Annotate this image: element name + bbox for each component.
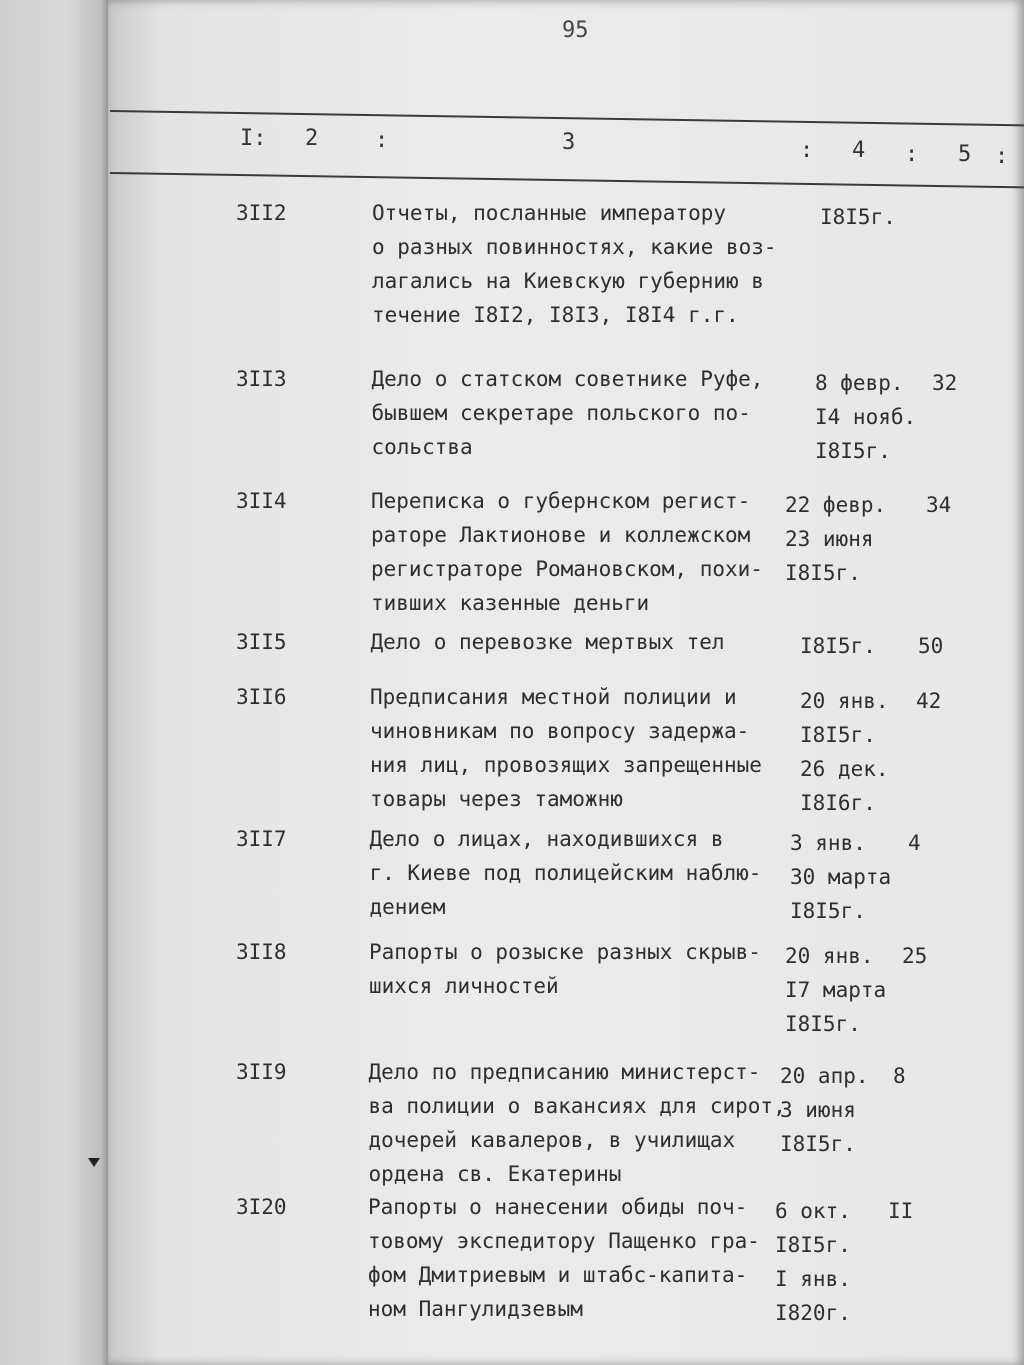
entry-dates: I8I5г. <box>800 634 876 658</box>
entry-number: 3II7 <box>236 827 287 851</box>
entry-sheet-count: II <box>888 1199 914 1223</box>
entry-sheet-count: 25 <box>902 944 928 968</box>
entry-dates: 22 февр. 23 июня I8I5г. <box>785 493 887 585</box>
page-number: 95 <box>562 18 589 43</box>
header-separator: : <box>375 128 389 153</box>
entry-description: Рапорты о розыске разных скрыв- шихся личностей <box>369 940 761 998</box>
entry-dates: 3 янв. 30 марта I8I5г. <box>790 831 892 923</box>
header-col-2: 2 <box>305 126 319 151</box>
entry-number: 3II8 <box>236 940 287 964</box>
header-col-1: I: <box>240 126 267 151</box>
entry-sheet-count: 42 <box>916 689 942 713</box>
entry-sheet-count: 50 <box>918 634 944 658</box>
entry-description: Дело о лицах, находившихся в г. Киеве под полицейским наблю- дением <box>369 827 762 919</box>
entry-number: 3II9 <box>236 1060 287 1084</box>
entry-number: 3I20 <box>236 1195 287 1219</box>
header-separator: : <box>800 138 814 163</box>
header-col-5: 5 <box>958 142 972 167</box>
entry-number: 3II6 <box>236 685 287 709</box>
entry-dates: 8 февр. I4 нояб. I8I5г. <box>815 371 917 463</box>
entry-number: 3II3 <box>236 367 287 391</box>
entry-dates: 6 окт. I8I5г. I янв. I820г. <box>775 1199 851 1325</box>
entry-description: Рапорты о нанесении обиды поч- товому экспедитору Пащенко гра- фом Дмитриевым и штабс-капита- ном Пангулидзевым <box>368 1195 760 1321</box>
entry-number: 3II2 <box>236 201 287 225</box>
entry-description: Переписка о губернском регист- раторе Лактионове и коллежском регистраторе Романовском, похи- тивших казенные деньги <box>371 489 763 615</box>
header-separator: : <box>995 144 1009 169</box>
entry-dates: 20 апр. 3 июня I8I5г. <box>780 1064 869 1156</box>
entry-dates: 20 янв. I7 марта I8I5г. <box>785 944 887 1036</box>
entry-sheet-count: 32 <box>932 371 958 395</box>
header-col-3: 3 <box>562 130 576 155</box>
entry-number: 3II5 <box>236 630 287 654</box>
entry-description: Предписания местной полиции и чиновникам по вопросу задержа- ния лиц, провозящих запрещенные товары через таможню <box>370 685 762 811</box>
entry-description: Дело о перевозке мертвых тел <box>370 630 725 654</box>
entry-sheet-count: 34 <box>926 493 952 517</box>
entry-number: 3II4 <box>236 489 287 513</box>
entry-description: Отчеты, посланные императору о разных повинностях, какие воз- лагались на Киевскую губернию в течение I8I2, I8I3, I8I4 г.г. <box>372 201 777 327</box>
entry-dates: 20 янв. I8I5г. 26 дек. I8I6г. <box>800 689 889 815</box>
entry-sheet-count: 8 <box>893 1064 906 1088</box>
entry-dates: I8I5г. <box>820 205 896 229</box>
entry-description: Дело о статском советнике Руфе, бывшем секретаре польского по- сольства <box>371 367 764 459</box>
margin-mark <box>88 1158 100 1167</box>
entry-description: Дело по предписанию министерст- ва полиции о вакансиях для сирот, дочерей кавалеров, в училищах ордена св. Екатерины <box>368 1060 786 1186</box>
header-col-4: 4 <box>852 138 866 163</box>
header-separator: : <box>905 142 919 167</box>
entry-sheet-count: 4 <box>908 831 921 855</box>
